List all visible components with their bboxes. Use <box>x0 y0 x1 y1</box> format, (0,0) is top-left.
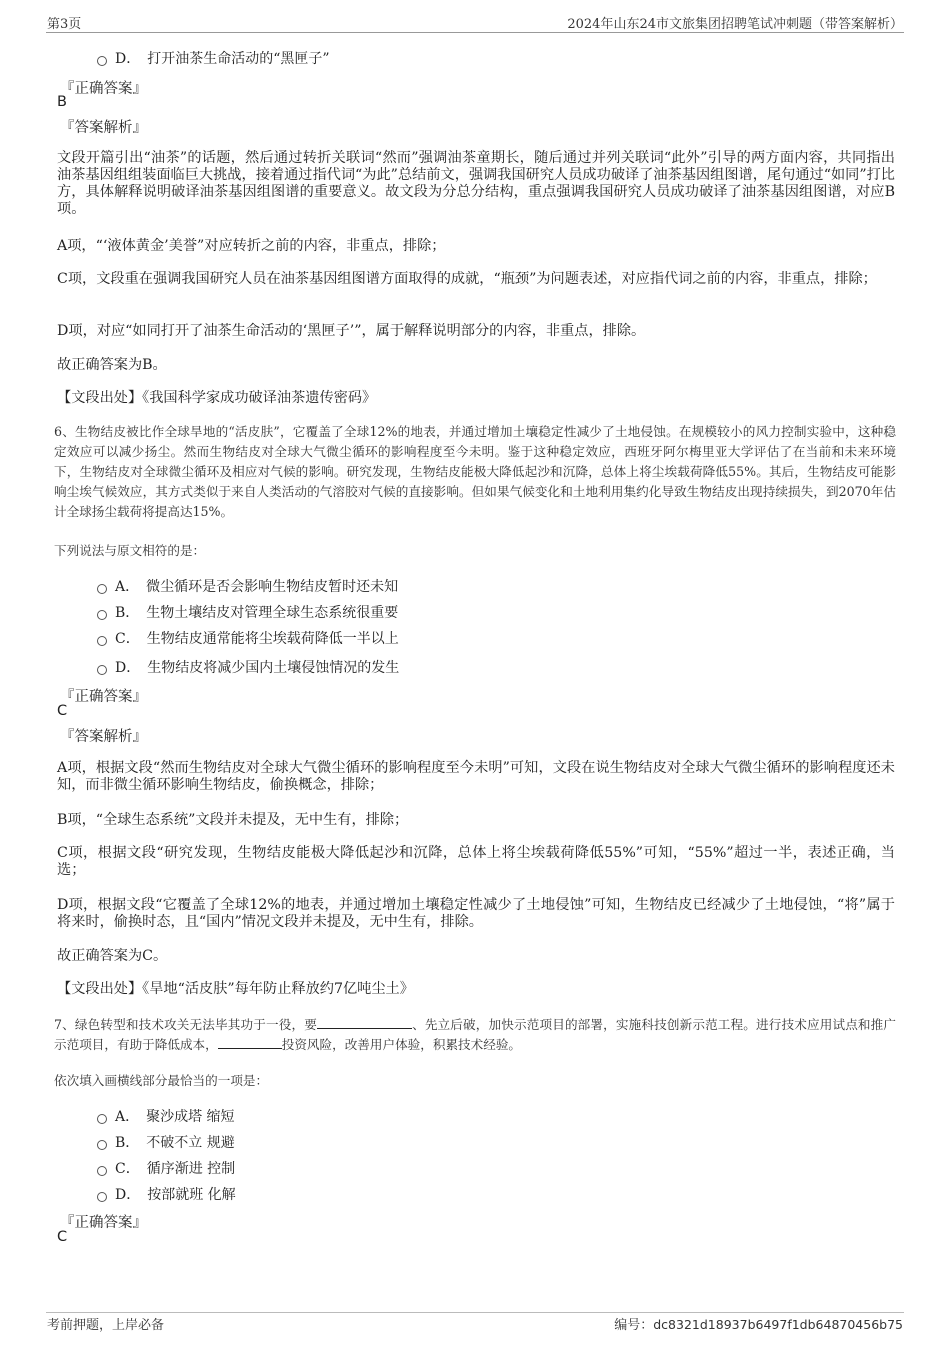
footer-code <box>614 1314 903 1333</box>
q7-stem: 7、绿色转型和技术攻关无法毕其功于一役，要 、先立后破，加快示范项目的部署，实施科技创新示范工程。进行技术应用试点和推广示范项目，有助于降低成本， 投资风险，改善用户体验，积累技术经验。 <box>54 1017 897 1052</box>
radio-q6-a[interactable] <box>97 584 107 594</box>
q6-answer-label: 『正确答案』 <box>60 689 147 705</box>
q7-option-d: D． 按部就班 化解 <box>115 1187 236 1203</box>
q6-analysis-c: C项，根据文段“研究发现，生物结皮能极大降低起沙和沉降，总体上将尘埃载荷降低55%”可知，“55%”超过一半，表述正确，当选； <box>57 845 895 878</box>
radio-q6-b[interactable] <box>97 610 107 620</box>
footer-slogan: 考前押题，上岸必备 <box>47 1318 165 1333</box>
q6-analysis-a: A项，根据文段“然而生物结皮对全球大气微尘循环的影响程度至今未明”可知，文段在说生物结皮对全球大气微尘循环的影响程度还未知，而非微尘循环影响生物结皮，偷换概念，排除； <box>57 760 895 793</box>
q7-prompt: 依次填入画横线部分最恰当的一项是： <box>54 1073 269 1088</box>
q6-option-c: C． 生物结皮通常能将尘埃载荷降低一半以上 <box>115 631 399 647</box>
q5-analysis-d: D项，对应“如同打开了油茶生命活动的‘黑匣子’”，属于解释说明部分的内容，非重点，排除。 <box>57 323 646 339</box>
q7-option-c: C． 循序渐进 控制 <box>115 1161 236 1177</box>
q5-analysis-main: 文段开篇引出“油茶”的话题，然后通过转折关联词“然而”强调油茶童期长，随后通过并列关联词“此外”引导的两方面内容，共同指出油茶基因组组装面临巨大挑战，接着通过指代词“为此”总结前文，强调我国研究人员成功破译了油茶基因组图谱，尾句通过“如同”打比方，具体解释说明破译油茶基因组图谱的重要意义。故文段为分总分结构，重点强调我国研究人员成功破译了油茶基因组图谱，对应B项。 <box>57 150 895 217</box>
radio-q7-c[interactable] <box>97 1166 107 1176</box>
q7-blank-2 <box>218 1036 282 1049</box>
q6-conclusion: 故正确答案为C。 <box>57 948 168 964</box>
q7-option-b: B． 不破不立 规避 <box>115 1135 235 1151</box>
q5-analysis-a: A项，“‘液体黄金’美誉”对应转折之前的内容，非重点，排除； <box>57 238 446 254</box>
q6-analysis-label: 『答案解析』 <box>60 729 147 745</box>
radio-q7-a[interactable] <box>97 1114 107 1124</box>
q6-option-b: B． 生物土壤结皮对管理全球生态系统很重要 <box>115 605 399 621</box>
q7-answer-label: 『正确答案』 <box>60 1215 147 1231</box>
q7-blank-1 <box>317 1016 412 1029</box>
q6-prompt: 下列说法与原文相符的是： <box>54 543 206 558</box>
footer-code-value: dc8321d18937b6497f1db64870456b75 <box>653 1317 903 1332</box>
radio-q6-c[interactable] <box>97 636 107 646</box>
q6-option-d: D． 生物结皮将减少国内土壤侵蚀情况的发生 <box>115 660 400 676</box>
q7-option-a: A． 聚沙成塔 缩短 <box>115 1109 235 1125</box>
q6-option-a: A． 微尘循环是否会影响生物结皮暂时还未知 <box>115 579 399 595</box>
q6-source: 【文段出处】《旱地“活皮肤”每年防止释放约7亿吨尘土》 <box>57 981 414 997</box>
q5-conclusion: 故正确答案为B。 <box>57 357 167 373</box>
q6-answer: C <box>57 703 68 719</box>
q6-analysis-d: D项，根据文段“它覆盖了全球12%的地表，并通过增加土壤稳定性减少了土地侵蚀”可知，生物结皮已经减少了土地侵蚀，“将”属于将来时，偷换时态，且“国内”情况文段并未提及，无中生有，排除。 <box>57 897 895 930</box>
radio-q5-d[interactable] <box>97 56 107 66</box>
q5-option-d: D． 打开油茶生命活动的“黑匣子” <box>115 51 330 67</box>
footer-divider <box>46 1312 904 1313</box>
header-divider <box>46 32 904 33</box>
radio-q7-b[interactable] <box>97 1140 107 1150</box>
q6-analysis-b: B项，“全球生态系统”文段并未提及，无中生有，排除； <box>57 812 409 828</box>
q5-analysis-c: C项，文段重在强调我国研究人员在油茶基因组图谱方面取得的成就，“瓶颈”为问题表述，对应指代词之前的内容，非重点，排除； <box>57 271 877 287</box>
radio-q7-d[interactable] <box>97 1192 107 1202</box>
radio-q6-d[interactable] <box>97 665 107 675</box>
q5-answer-label: 『正确答案』 <box>60 81 147 97</box>
document-title: 2024年山东24市文旅集团招聘笔试冲刺题（带答案解析） <box>567 17 903 32</box>
page-number: 第3页 <box>47 17 82 32</box>
footer-code-label: 编号： <box>614 1318 654 1333</box>
q5-source: 【文段出处】《我国科学家成功破译油茶遗传密码》 <box>57 390 377 406</box>
q5-analysis-label: 『答案解析』 <box>60 120 147 136</box>
q6-stem: 6、生物结皮被比作全球旱地的“活皮肤”，它覆盖了全球12%的地表，并通过增加土壤稳定性减少了土地侵蚀。在规模较小的风力控制实验中，这种稳定效应可以减少扬尘。然而生物结皮对全球大气微尘循环的影响程度至今未明。鉴于这种稳定效应，西班牙阿尔梅里亚大学评估了在当前和未来环境下，生物结皮对全球微尘循环及相应对气候的影响。研究发现，生物结皮能极大降低起沙和沉降，总体上将尘埃载荷降低55%。其后，生物结皮可能影响尘埃气候效应，其方式类似于来自人类活动的气溶胶对气候的直接影响。但如果气候变化和土地利用集约化导致生物结皮出现持续损失，到2070年估计全球扬尘载荷将提高达15%。 <box>54 424 896 519</box>
q5-answer: B <box>57 94 67 110</box>
q7-answer: C <box>57 1229 68 1245</box>
